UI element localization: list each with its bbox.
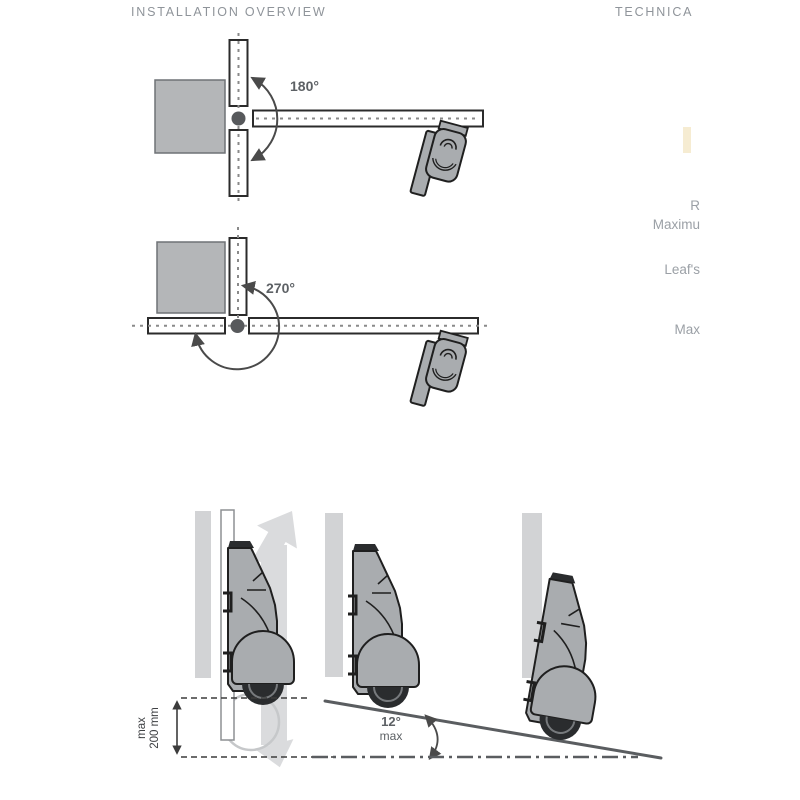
- figure-slope-middle: [312, 513, 661, 758]
- hinge-pivot: [231, 319, 245, 333]
- gate-operator-top-icon: [410, 328, 470, 413]
- gate-operator-side-icon: [348, 544, 419, 708]
- slope-angle-arc: [427, 717, 438, 757]
- slope-angle-sublabel: max: [379, 729, 403, 743]
- gate-pillar: [155, 80, 225, 153]
- dimension-label-line2: 200 mm: [148, 707, 161, 749]
- right-column-fragment: Max: [674, 322, 700, 337]
- angle-label-270: 270°: [266, 280, 295, 296]
- wall-post: [195, 511, 211, 678]
- angle-label-180: 180°: [290, 78, 319, 94]
- page-title: INSTALLATION OVERVIEW: [131, 5, 327, 19]
- figure-swing-270: [132, 227, 489, 413]
- gate-operator-top-icon: [410, 118, 470, 203]
- hinge-pivot: [232, 112, 246, 126]
- dimension-label: [136, 696, 161, 760]
- gate-pillar: [157, 242, 225, 313]
- right-column-fragment: Leaf's: [664, 262, 700, 277]
- wall-post: [325, 513, 343, 677]
- figure-ground-clearance: [177, 500, 333, 773]
- right-column-fragment: Maximu: [652, 217, 700, 232]
- section-title-technical: TECHNICA: [615, 5, 694, 19]
- gate-leaf-open-down: [230, 130, 248, 196]
- figure-slope-right: [518, 513, 616, 745]
- figure-swing-180: [155, 33, 483, 203]
- slope-angle-label: 12°: [381, 714, 401, 729]
- right-column-fragment: R: [690, 198, 700, 213]
- dimension-label-line1: max: [136, 717, 148, 739]
